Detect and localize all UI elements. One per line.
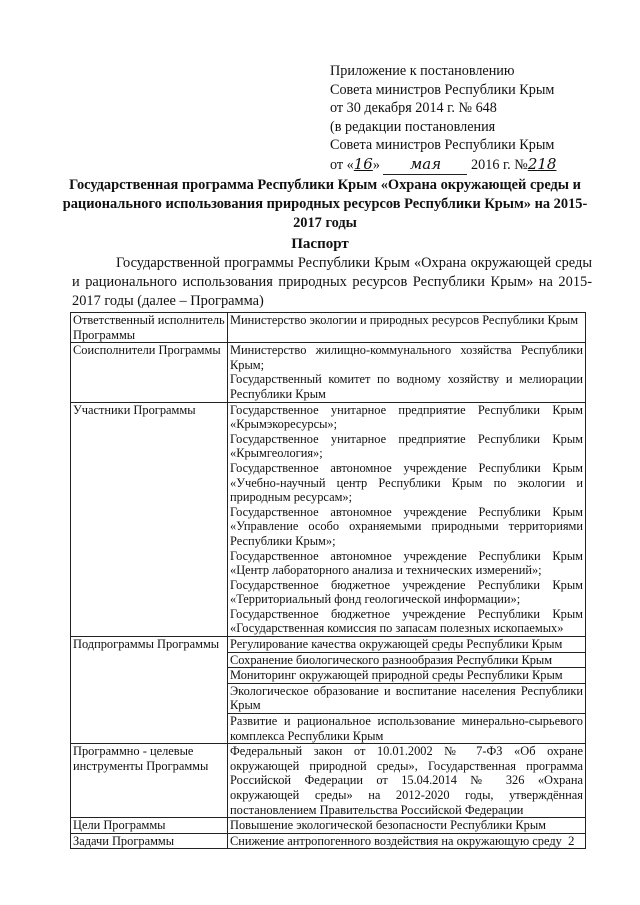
- row-value: Экологическое образование и воспитание населения Республики Крым: [228, 683, 586, 713]
- table-row: [71, 402, 586, 637]
- table-row: [71, 343, 586, 402]
- row-value-line: Министерство жилищно-коммунального хозяйства Республики Крым;: [230, 343, 583, 372]
- row-value-line: Повышение экологической безопасности Республики Крым: [230, 818, 547, 833]
- row-label: Цели Программы: [71, 818, 228, 834]
- row-value-line: Государственное автономное учреждение Республики Крым «Учебно-научный центр Республики Крым по экологии и природным ресурсам»;: [230, 460, 583, 505]
- row-value-line: Государственное автономное учреждение Республики Крым «Центр лабораторного анализа и технических измерений»;: [230, 548, 583, 578]
- table-row: [71, 833, 586, 849]
- passport-heading: Паспорт: [291, 236, 349, 252]
- row-value-line: Государственное унитарное предприятие Республики Крым «Крымэкоресурсы»;: [230, 402, 583, 432]
- annex-line: от 30 декабря 2014 г. № 648: [330, 100, 497, 117]
- table-row: [71, 637, 586, 653]
- annex-line: Совета министров Республики Крым: [330, 137, 555, 154]
- handwritten-month: мая: [383, 155, 467, 175]
- row-value-line: Государственное автономное учреждение Республики Крым «Управление особо охраняемыми природными территориями Республики Крым»;: [230, 504, 583, 548]
- row-value: Регулирование качества окружающей среды Республики Крым: [228, 637, 586, 653]
- passport-table: [70, 312, 586, 849]
- row-value-line: Снижение антропогенного воздействия на окружающую среду: [230, 833, 562, 848]
- program-title: Государственная программа Республики Крым «Охрана окружающей среды и рационального использования природных ресурсов Республики Крым» на 2015-2017 годы: [62, 177, 588, 231]
- row-label: Ответственный исполнитель Программы: [71, 313, 228, 343]
- row-label: Программно - целевые инструменты Программы: [71, 744, 228, 818]
- row-label: Задачи Программы: [71, 833, 228, 849]
- annex-line: Совета министров Республики Крым: [330, 81, 555, 98]
- row-value-line: Федеральный закон от 10.01.2002 № 7-ФЗ «Об охране окружающей природной среды», Государственная программа Российской Федерации от 15.04.2014 № 326 «Охрана окружающей среды» на 2012-2020 годы, утверждённая постановлением Правительства Российской Федерации: [230, 744, 583, 817]
- row-label: Участники Программы: [71, 402, 228, 637]
- annex-block: [330, 62, 630, 175]
- row-value: Развитие и рациональное использование минерально-сырьевого комплекса Республики Крым: [228, 714, 586, 744]
- annex-line: (в редакции постановления: [330, 118, 496, 135]
- row-value: [228, 744, 586, 818]
- row-value: [228, 313, 586, 343]
- annex-text: от «: [330, 156, 354, 173]
- row-value-line: Государственное бюджетное учреждение Республики Крым «Государственная комиссия по запасам полезных ископаемых»: [230, 606, 583, 636]
- row-value: Сохранение биологического разнообразия Республики Крым: [228, 652, 586, 668]
- table-row: [71, 313, 586, 343]
- row-value: [228, 833, 586, 849]
- row-value-line: Государственное унитарное предприятие Республики Крым «Крымгеология»;: [230, 431, 583, 461]
- annex-line: Приложение к постановлению: [330, 63, 515, 79]
- row-value-line: Министерство экологии и природных ресурсов Республики Крым: [230, 313, 579, 327]
- handwritten-number: 218: [527, 154, 557, 173]
- annex-date-line: [330, 155, 630, 175]
- row-label: Подпрограммы Программы: [71, 637, 228, 744]
- row-value: [228, 402, 586, 637]
- annex-text: »: [372, 156, 384, 173]
- row-value: [228, 343, 586, 402]
- annex-text: 2016 г. №: [467, 156, 528, 173]
- passport-intro: Государственной программы Республики Крым «Охрана окружающей среды и рационального использования природных ресурсов Республики Крым» на 2015-2017 годы (далее – Программа): [72, 255, 592, 309]
- row-value: [228, 818, 586, 834]
- row-label: Соисполнители Программы: [71, 343, 228, 402]
- row-value-line: Государственный комитет по водному хозяйству и мелиорации Республики Крым: [230, 372, 583, 401]
- page-number: 2: [568, 833, 575, 848]
- row-value-line: Государственное бюджетное учреждение Республики Крым «Территориальный фонд геологической информации»;: [230, 577, 583, 607]
- row-value: Мониторинг окружающей природной среды Республики Крым: [228, 668, 586, 684]
- table-row: [71, 818, 586, 834]
- handwritten-day: 16: [353, 154, 373, 173]
- table-row: [71, 744, 586, 818]
